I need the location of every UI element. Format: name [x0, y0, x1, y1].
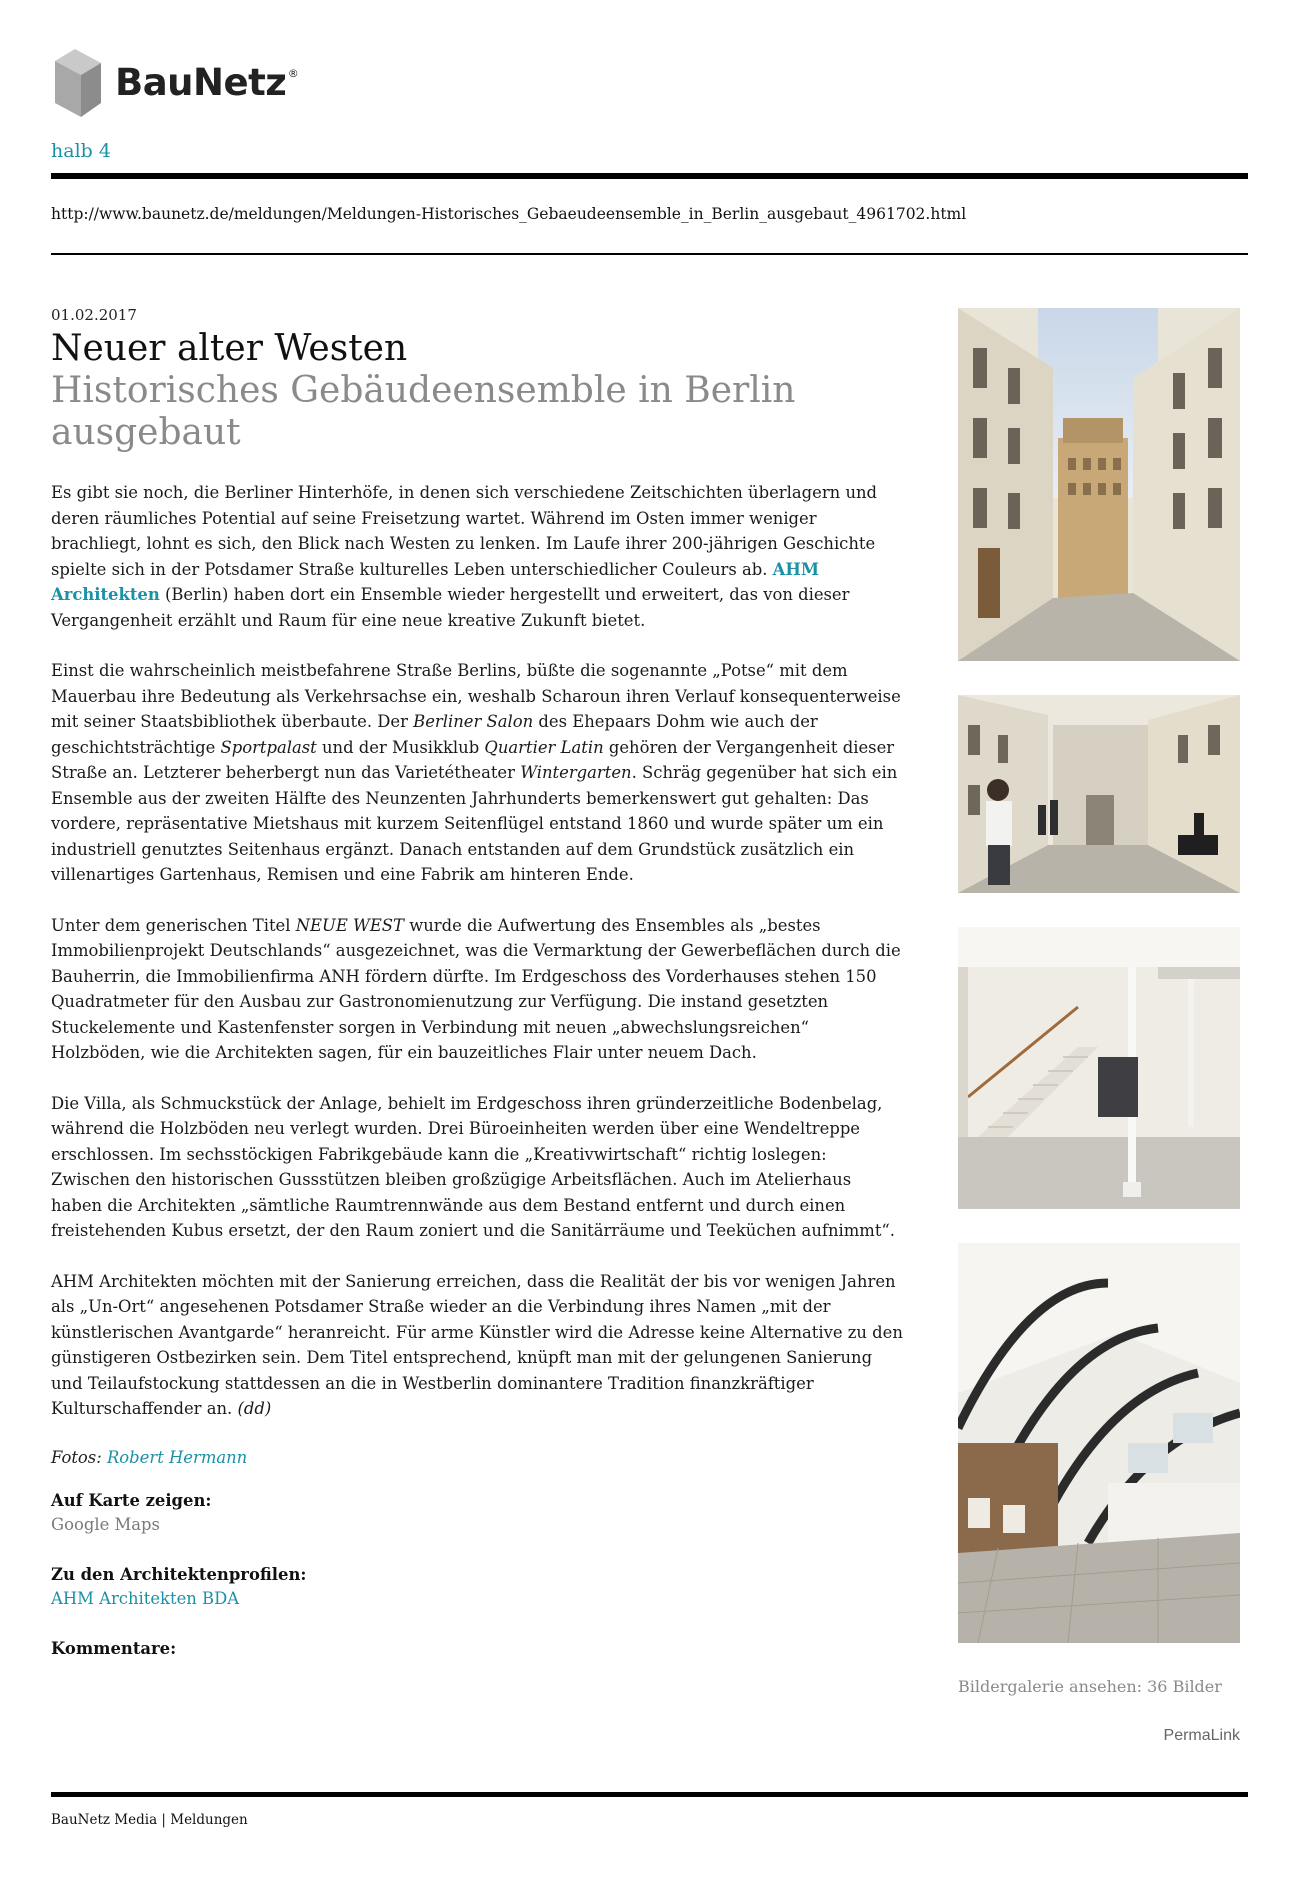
paragraph-3: Unter dem generischen Titel NEUE WEST wurde die Aufwertung des Ensembles als „bestes Immobilienprojekt Deutschlands“ ausgezeichnet, was die Vermarktung der Gewerbeflächen durch die Bauherrin, die Immobilienfirma ANH fördern dürfte. Im Erdgeschoss des Vorderhauses stehen 150 Quadratmeter für den Ausbau zur Gastronomienutzung zur Verfügung. Die instand gesetzten Stuckelemente und Kastenfenster sorgen in Verbindung mit neuen „abwechslungsreichen“ Holzböden, wie die Architekten sagen, für ein bauzeitliches Flair unter neuem Dach. [51, 915, 901, 1062]
photographer-link[interactable]: Robert Hermann [106, 1447, 248, 1467]
section-label[interactable]: halb 4 [51, 140, 111, 162]
gallery-photo-attic-hall[interactable] [958, 1243, 1240, 1643]
footer-divider [51, 1792, 1248, 1797]
photo-credit: Fotos: Robert Hermann [51, 1447, 248, 1467]
paragraph-1: Es gibt sie noch, die Berliner Hinterhöfe, in denen sich verschiedene Zeitschichten überlagern und deren räumliches Potential auf seine Freisetzung wartet. Während im Osten immer weniger brachliegt, lohnt es sich, den Blick nach Westen zu lenken. Im Laufe ihrer 200-jährigen Geschichte spielte sich in der Potsdamer Straße kulturelles Leben unterschiedlicher Couleurs ab. AHM Architekten (Berlin) haben dort ein Ensemble wieder hergestellt und erweitert, das von dieser Vergangenheit erzählt und Raum für eine neue kreative Zukunft bietet. [51, 483, 878, 630]
permalink-link[interactable]: PermaLink [1163, 1727, 1240, 1744]
article-url: http://www.baunetz.de/meldungen/Meldungen-Historisches_Gebaeudeensemble_in_Berlin_ausgebaut_4961702.html [51, 205, 967, 223]
logo-wordmark: BauNetz ® [115, 61, 299, 104]
paragraph-5: AHM Architekten möchten mit der Sanierung erreichen, dass die Realität der bis vor wenigen Jahren als „Un-Ort“ angesehenen Potsdamer Straße wieder an die Verbindung ihres Namen „mit der künstlerischen Avantgarde“ heranreicht. Für arme Künstler wird die Adresse keine Alternative zu den günstigeren Ostbezirken sein. Dem Titel entsprechend, knüpft man mit der gelungenen Sanierung und Teilaufstockung stattdessen an die in Westberlin dominantere Tradition finanzkräftiger Kulturschaffender an. (dd) [51, 1271, 903, 1418]
article-title: Neuer alter Westen [51, 328, 408, 369]
gallery-link[interactable]: Bildergalerie ansehen: 36 Bilder [958, 1677, 1222, 1696]
footer-text: BauNetz Media | Meldungen [51, 1812, 248, 1828]
url-divider [51, 253, 1248, 255]
google-maps-link[interactable]: Google Maps [51, 1514, 160, 1534]
top-divider [51, 173, 1248, 179]
article-date: 01.02.2017 [51, 306, 137, 324]
baunetz-logo[interactable] [51, 45, 299, 120]
profiles-label: Zu den Architektenprofilen: [51, 1564, 307, 1584]
comments-label: Kommentare: [51, 1638, 177, 1658]
map-label: Auf Karte zeigen: [51, 1490, 212, 1510]
article-body [51, 306, 906, 1661]
architect-link[interactable]: AHM Architekten [51, 559, 819, 604]
gallery-photo-interior-stairs[interactable] [958, 927, 1240, 1209]
architect-profile-link[interactable]: AHM Architekten BDA [51, 1588, 240, 1608]
paragraph-4: Die Villa, als Schmuckstück der Anlage, behielt im Erdgeschoss ihren gründerzeitliche Bodenbelag, während die Holzböden neu verlegt wurden. Drei Büroeinheiten werden über eine Wendeltreppe erschlossen. Im sechsstöckigen Fabrikgebäude kann die „Kreativwirtschaft“ richtig loslegen: Zwischen den historischen Gussstützen bleiben großzügige Arbeitsflächen. Auch im Atelierhaus haben die Architekten „sämtliche Raumtrennwände aus dem Bestand entfernt und durch einen freistehenden Kubus ersetzt, der den Raum zoniert und die Sanitärräume und Teeküchen aufnimmt“. [51, 1093, 896, 1240]
gallery-photo-passage[interactable] [958, 695, 1240, 893]
article-subtitle: Historisches Gebäudeensemble in Berlin ausgebaut [51, 370, 796, 453]
paragraph-2: Einst die wahrscheinlich meistbefahrene Straße Berlins, büßte die sogenannte „Potse“ mit dem Mauerbau ihre Bedeutung als Verkehrsachse ein, weshalb Scharoun ihren Verlauf konsequenterweise mit seiner Staatsbibliothek überbaute. Der Berliner Salon des Ehepaars Dohm wie auch der geschichtsträchtige Sportpalast und der Musikklub Quartier Latin gehören der Vergangenheit dieser Straße an. Letzterer beherbergt nun das Varietétheater Wintergarten. Schräg gegenüber hat sich ein Ensemble aus der zweiten Hälfte des Neunzenten Jahrhunderts bemerkenswert gut gehalten: Das vordere, repräsentative Mietshaus mit kurzem Seitenflügel entstand 1860 und wurde später um ein industriell genutztes Seitenhaus ergänzt. Danach entstanden auf dem Grundstück zusätzlich ein villenartiges Gartenhaus, Remisen und eine Fabrik am hinteren Ende. [51, 661, 901, 884]
gallery-photo-courtyard[interactable] [958, 308, 1240, 661]
logo-cube-icon [51, 45, 107, 120]
